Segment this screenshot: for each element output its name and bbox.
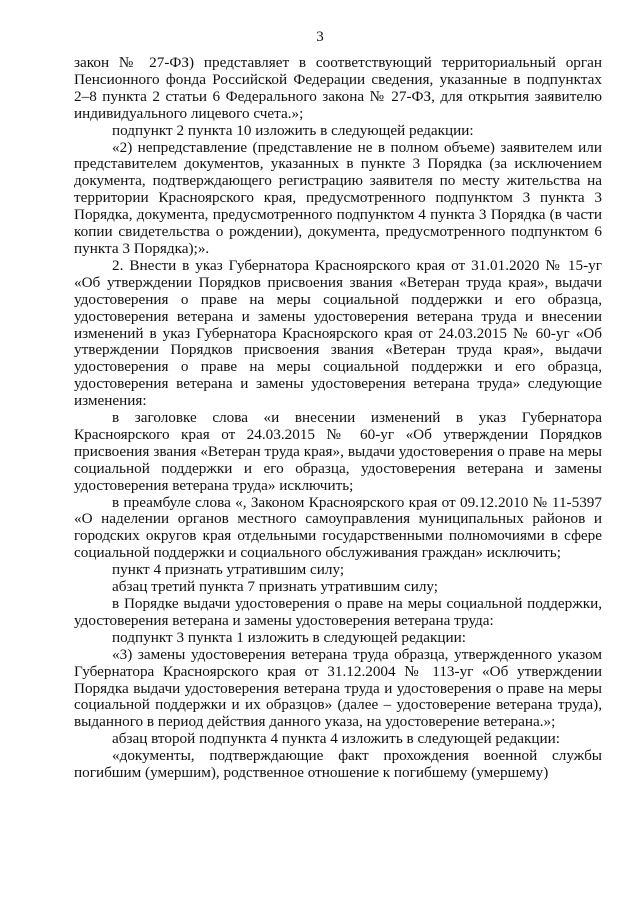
paragraph: «документы, подтверждающие факт прохождения военной службы погибшим (умершим), родственное отношение к погибшему (умершему) — [74, 747, 602, 782]
paragraph: абзац второй подпункта 4 пункта 4 изложить в следующей редакции: — [112, 730, 560, 748]
paragraph: «3) замены удостоверения ветерана труда образца, утвержденного указом Губернатора Красноярского края от 31.12.2004 № 113-уг «Об утверждении Порядка выдачи удостоверения ветерана труда и удостоверения о праве на меры социальной поддержки и их образцов» (далее – удостоверение ветерана труда), выданного в период действия данного указа, на удостоверение ветерана.»; — [74, 645, 602, 731]
paragraph: в заголовке слова «и внесении изменений в указ Губернатора Красноярского края от 24.03.2015 № 60-уг «Об утверждении Порядков присвоения звания «Ветеран труда края», выдачи удостоверения о праве на меры социальной поддержки и его образца, удостоверения ветерана и замены удостоверения ветерана труда» исключить; — [74, 409, 602, 494]
document-body — [74, 55, 602, 782]
page-number: 3 — [316, 29, 324, 45]
paragraph: 2. Внести в указ Губернатора Красноярского края от 31.01.2020 № 15-уг «Об утверждении Порядков присвоения звания «Ветеран труда края», выдачи удостоверения о праве на меры социальной поддержки и его образца, удостоверения ветерана и замены удостоверения ветерана труда и внесении изменений в указ Губернатора Красноярского края от 24.03.2015 № 60-уг «Об утверждении Порядков присвоения звания «Ветеран труда края», выдачи удостоверения о праве на меры социальной поддержки и его образца, удостоверения ветерана и замены удостоверения ветерана труда» следующие изменения: — [74, 256, 602, 410]
paragraph: в Порядке выдачи удостоверения о праве на меры социальной поддержки, удостоверения ветерана и замены удостоверения ветерана труда: — [74, 595, 602, 629]
paragraph: пункт 4 признать утратившим силу; — [112, 561, 345, 579]
paragraph: подпункт 3 пункта 1 изложить в следующей редакции: — [112, 628, 466, 646]
paragraph: закон № 27-ФЗ) представляет в соответствующий территориальный орган Пенсионного фонда Российской Федерации сведения, указанные в подпунктах 2–8 пункта 2 статьи 6 Федерального закона № 27-ФЗ, для открытия заявителю индивидуального лицевого счета.»; — [74, 54, 602, 122]
paragraph: подпункт 2 пункта 10 изложить в следующей редакции: — [112, 121, 474, 139]
paragraph: «2) непредставление (представление не в полном объеме) заявителем или представителем документов, указанных в пункте 3 Порядка (за исключением документа, подтверждающего регистрацию заявителя по месту жительства на территории Красноярского края, предусмотренного подпунктом 3 пункта 3 Порядка, документа, предусмотренного подпунктом 4 пункта 3 Порядка (в части копии свидетельства о рождении), документа, предусмотренного подпунктом 6 пункта 3 Порядка);». — [74, 138, 602, 257]
paragraph: в преамбуле слова «, Законом Красноярского края от 09.12.2010 № 11-5397 «О наделении органов местного самоуправления муниципальных районов и городских округов края отдельными государственными полномочиями в сфере социальной поддержки и социального обслуживания граждан» исключить; — [74, 493, 602, 562]
paragraph: абзац третий пункта 7 признать утратившим силу; — [112, 578, 439, 596]
